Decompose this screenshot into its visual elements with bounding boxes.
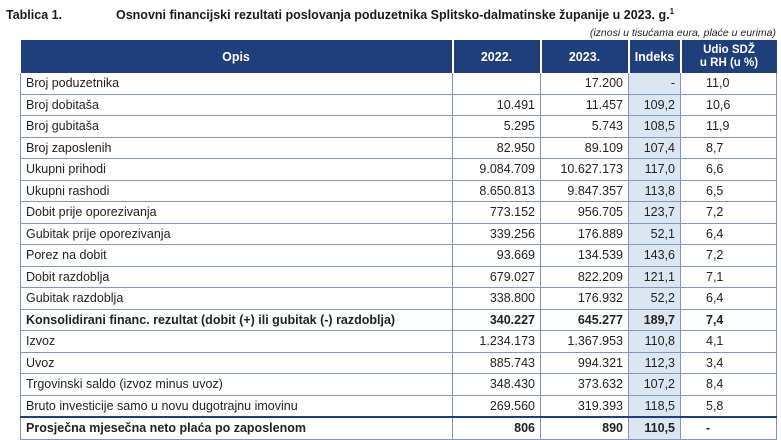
footnote-mark: 1 <box>669 7 675 16</box>
cell-y2023: 176.932 <box>541 288 629 310</box>
cell-y2023: 10.627.173 <box>541 159 629 181</box>
cell-y2022: 93.669 <box>453 245 541 267</box>
cell-y2023: 645.277 <box>541 309 629 331</box>
cell-y2022: 9.084.709 <box>453 159 541 181</box>
cell-y2023: 890 <box>541 417 629 439</box>
cell-opis: Broj zaposlenih <box>21 137 453 159</box>
cell-udio: 7,1 <box>681 266 777 288</box>
cell-y2022: 338.800 <box>453 288 541 310</box>
cell-udio: 8,7 <box>681 137 777 159</box>
cell-indeks: 117,0 <box>629 159 681 181</box>
cell-opis: Trgovinski saldo (izvoz minus uvoz) <box>21 374 453 396</box>
cell-udio: 3,4 <box>681 352 777 374</box>
cell-y2022: 339.256 <box>453 223 541 245</box>
cell-udio: 7,4 <box>681 309 777 331</box>
cell-y2022: 1.234.173 <box>453 331 541 353</box>
cell-indeks: 123,7 <box>629 202 681 224</box>
cell-y2023: 89.109 <box>541 137 629 159</box>
header-udio-line1: Udio SDŽ <box>703 43 755 56</box>
table-row <box>21 352 777 374</box>
cell-udio: 4,1 <box>681 331 777 353</box>
cell-udio: 6,4 <box>681 223 777 245</box>
cell-indeks: - <box>629 73 681 94</box>
cell-udio: 6,6 <box>681 159 777 181</box>
table-row <box>21 116 777 138</box>
cell-y2023: 11.457 <box>541 94 629 116</box>
cell-opis: Broj poduzetnika <box>21 73 453 94</box>
cell-opis: Ukupni prihodi <box>21 159 453 181</box>
table-row <box>21 417 777 439</box>
table-row <box>21 159 777 181</box>
cell-indeks: 121,1 <box>629 266 681 288</box>
header-indeks: Indeks <box>629 40 681 73</box>
cell-y2022: 679.027 <box>453 266 541 288</box>
cell-udio: 6,4 <box>681 288 777 310</box>
table-title <box>6 7 674 22</box>
cell-indeks: 118,5 <box>629 395 681 417</box>
cell-opis: Bruto investicije samo u novu dugotrajnu imovinu <box>21 395 453 417</box>
cell-y2022: 806 <box>453 417 541 439</box>
cell-indeks: 52,1 <box>629 223 681 245</box>
cell-y2022: 269.560 <box>453 395 541 417</box>
header-row <box>21 40 777 73</box>
units-note: (iznosi u tisućama eura, plaće u eurima) <box>589 27 776 39</box>
cell-y2022: 82.950 <box>453 137 541 159</box>
cell-indeks: 107,2 <box>629 374 681 396</box>
cell-y2022: 8.650.813 <box>453 180 541 202</box>
header-2023: 2023. <box>541 40 629 73</box>
cell-udio: 7,2 <box>681 245 777 267</box>
financial-results-table <box>20 40 777 440</box>
table-number: Tablica 1. <box>6 8 63 23</box>
table-row <box>21 266 777 288</box>
table-row <box>21 245 777 267</box>
cell-y2023: 1.367.953 <box>541 331 629 353</box>
cell-indeks: 108,5 <box>629 116 681 138</box>
cell-y2022 <box>453 73 541 94</box>
table-row <box>21 137 777 159</box>
cell-opis: Broj gubitaša <box>21 116 453 138</box>
header-udio-line2: u RH (u %) <box>699 56 759 69</box>
table-row <box>21 202 777 224</box>
table-row <box>21 395 777 417</box>
cell-opis: Dobit prije oporezivanja <box>21 202 453 224</box>
cell-opis: Ukupni rashodi <box>21 180 453 202</box>
cell-y2023: 17.200 <box>541 73 629 94</box>
cell-opis: Broj dobitaša <box>21 94 453 116</box>
cell-y2022: 885.743 <box>453 352 541 374</box>
header-2022: 2022. <box>453 40 541 73</box>
cell-y2022: 5.295 <box>453 116 541 138</box>
cell-y2023: 176.889 <box>541 223 629 245</box>
cell-indeks: 189,7 <box>629 309 681 331</box>
cell-opis: Konsolidirani financ. rezultat (dobit (+) ili gubitak (-) razdoblja) <box>21 309 453 331</box>
cell-udio: 11,0 <box>681 73 777 94</box>
cell-udio: 5,8 <box>681 395 777 417</box>
table-row <box>21 94 777 116</box>
cell-y2023: 5.743 <box>541 116 629 138</box>
cell-indeks: 113,8 <box>629 180 681 202</box>
cell-y2023: 956.705 <box>541 202 629 224</box>
cell-udio: 7,2 <box>681 202 777 224</box>
table-row <box>21 223 777 245</box>
cell-y2023: 373.632 <box>541 374 629 396</box>
cell-y2023: 994.321 <box>541 352 629 374</box>
header-opis: Opis <box>21 40 453 73</box>
cell-udio: - <box>681 417 777 439</box>
cell-udio: 6,5 <box>681 180 777 202</box>
cell-y2022: 773.152 <box>453 202 541 224</box>
cell-opis: Uvoz <box>21 352 453 374</box>
table-row <box>21 309 777 331</box>
cell-y2023: 134.539 <box>541 245 629 267</box>
cell-indeks: 107,4 <box>629 137 681 159</box>
table-row <box>21 374 777 396</box>
cell-indeks: 110,5 <box>629 417 681 439</box>
cell-opis: Porez na dobit <box>21 245 453 267</box>
cell-udio: 8,4 <box>681 374 777 396</box>
header-udio <box>681 40 777 73</box>
cell-indeks: 112,3 <box>629 352 681 374</box>
cell-indeks: 52,2 <box>629 288 681 310</box>
table-row <box>21 73 777 94</box>
cell-indeks: 110,8 <box>629 331 681 353</box>
cell-opis: Prosječna mjesečna neto plaća po zaposlenom <box>21 417 453 439</box>
cell-opis: Gubitak prije oporezivanja <box>21 223 453 245</box>
cell-y2022: 348.430 <box>453 374 541 396</box>
cell-y2023: 822.209 <box>541 266 629 288</box>
table-title-text: Osnovni financijski rezultati poslovanja poduzetnika Splitsko-dalmatinske županije u 2023. g. <box>116 8 670 23</box>
table-body <box>21 73 777 439</box>
cell-indeks: 109,2 <box>629 94 681 116</box>
table-row <box>21 331 777 353</box>
cell-y2022: 340.227 <box>453 309 541 331</box>
cell-indeks: 143,6 <box>629 245 681 267</box>
cell-opis: Izvoz <box>21 331 453 353</box>
cell-udio: 10,6 <box>681 94 777 116</box>
table-row <box>21 288 777 310</box>
cell-opis: Gubitak razdoblja <box>21 288 453 310</box>
cell-y2022: 10.491 <box>453 94 541 116</box>
cell-y2023: 9.847.357 <box>541 180 629 202</box>
cell-opis: Dobit razdoblja <box>21 266 453 288</box>
cell-y2023: 319.393 <box>541 395 629 417</box>
table-row <box>21 180 777 202</box>
cell-udio: 11,9 <box>681 116 777 138</box>
